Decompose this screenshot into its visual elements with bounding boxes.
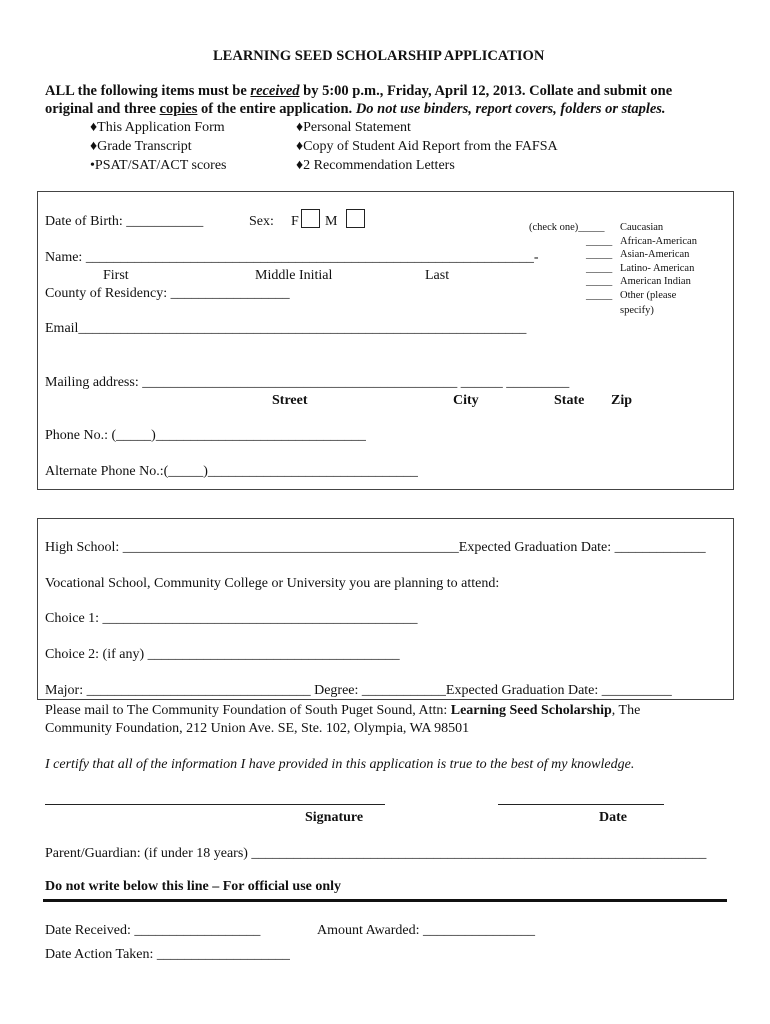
county-field[interactable]: County of Residency: _________________ <box>45 286 290 301</box>
ethnicity-blank[interactable]: _____ <box>586 236 613 247</box>
sex-female-checkbox[interactable] <box>301 209 320 229</box>
checklist-item: ♦2 Recommendation Letters <box>296 158 455 173</box>
received-emphasis: received <box>250 83 300 99</box>
checklist-item: •PSAT/SAT/ACT scores <box>90 158 227 173</box>
ethnicity-option: Other (please <box>620 290 677 301</box>
ethnicity-blank[interactable]: _____ <box>586 276 613 287</box>
date-line[interactable] <box>498 804 664 805</box>
signature-line[interactable] <box>45 804 385 805</box>
zip-caption: Zip <box>611 393 633 408</box>
mailing-address-field[interactable]: Mailing address: _____________________________________________ ______ _________ <box>45 375 570 390</box>
first-name-caption: First <box>103 268 129 283</box>
ethnicity-blank[interactable]: _____ <box>586 290 613 301</box>
street-caption: Street <box>272 393 308 408</box>
date-received-field[interactable]: Date Received: __________________ <box>45 923 261 938</box>
name-field[interactable]: Name: ________________________________________________________________- <box>45 250 539 265</box>
mail-instructions-line-2: Community Foundation, 212 Union Ave. SE, Ste. 102, Olympia, WA 98501 <box>45 721 470 736</box>
major-degree-field[interactable]: Major: ________________________________ Degree: ____________Expected Graduation Date: __________ <box>45 683 672 698</box>
signature-caption: Signature <box>305 810 364 825</box>
ethnicity-blank[interactable]: _____ <box>586 249 613 260</box>
amount-awarded-field[interactable]: Amount Awarded: ________________ <box>317 923 536 938</box>
sex-label: Sex: <box>249 214 274 229</box>
vocational-prompt: Vocational School, Community College or University you are planning to attend: <box>45 576 500 591</box>
date-of-birth-field[interactable]: Date of Birth: ___________ <box>45 214 204 229</box>
choice-1-field[interactable]: Choice 1: _____________________________________________ <box>45 611 418 626</box>
ethnicity-option: African-American <box>620 236 697 247</box>
alternate-phone-field[interactable]: Alternate Phone No.:(_____)______________________________ <box>45 464 418 479</box>
no-binders-note: Do not use binders, report covers, folders or staples. <box>355 101 666 117</box>
checklist-item: ♦Personal Statement <box>296 120 411 135</box>
high-school-field[interactable]: High School: ________________________________________________Expected Graduation Date: _____________ <box>45 540 706 555</box>
intro-line-2: original and three copies of the entire application. Do not use binders, report covers, folders or staples. <box>45 101 666 117</box>
sex-female-label: F <box>291 214 299 229</box>
official-use-heading: Do not write below this line – For official use only <box>45 879 342 894</box>
official-use-divider <box>43 899 727 902</box>
checklist-item: ♦Copy of Student Aid Report from the FAFSA <box>296 139 558 154</box>
copies-emphasis: copies <box>159 101 198 117</box>
city-caption: City <box>453 393 479 408</box>
date-action-taken-field[interactable]: Date Action Taken: ___________________ <box>45 947 290 962</box>
mail-instructions-line-1: Please mail to The Community Foundation of South Puget Sound, Attn: Learning Seed Scholarship, The <box>45 703 641 718</box>
ethnicity-option: specify) <box>620 305 654 316</box>
last-name-caption: Last <box>425 268 450 283</box>
page-title: LEARNING SEED SCHOLARSHIP APPLICATION <box>213 48 545 64</box>
ethnicity-option: Asian-American <box>620 249 690 260</box>
checklist-item: ♦This Application Form <box>90 120 225 135</box>
sex-male-checkbox[interactable] <box>346 209 365 229</box>
intro-line-1: ALL the following items must be received by 5:00 p.m., Friday, April 12, 2013. Collate and submit one <box>45 83 673 99</box>
phone-field[interactable]: Phone No.: (_____)______________________________ <box>45 428 366 443</box>
ethnicity-option: American Indian <box>620 276 691 287</box>
scholarship-name: Learning Seed Scholarship <box>450 703 612 718</box>
certification-statement: I certify that all of the information I have provided in this application is true to the best of my knowledge. <box>45 757 635 772</box>
sex-male-label: M <box>325 214 338 229</box>
parent-guardian-field[interactable]: Parent/Guardian: (if under 18 years) _________________________________________________________________ <box>45 846 707 861</box>
check-one-label[interactable]: (check one)_____ <box>529 222 605 233</box>
email-field[interactable]: Email________________________________________________________________ <box>45 321 527 336</box>
date-caption: Date <box>599 810 627 825</box>
ethnicity-blank[interactable]: _____ <box>586 263 613 274</box>
state-caption: State <box>554 393 585 408</box>
checklist-item: ♦Grade Transcript <box>90 139 192 154</box>
ethnicity-option: Caucasian <box>620 222 664 233</box>
ethnicity-option: Latino- American <box>620 263 695 274</box>
choice-2-field[interactable]: Choice 2: (if any) ____________________________________ <box>45 647 400 662</box>
middle-initial-caption: Middle Initial <box>255 268 333 283</box>
